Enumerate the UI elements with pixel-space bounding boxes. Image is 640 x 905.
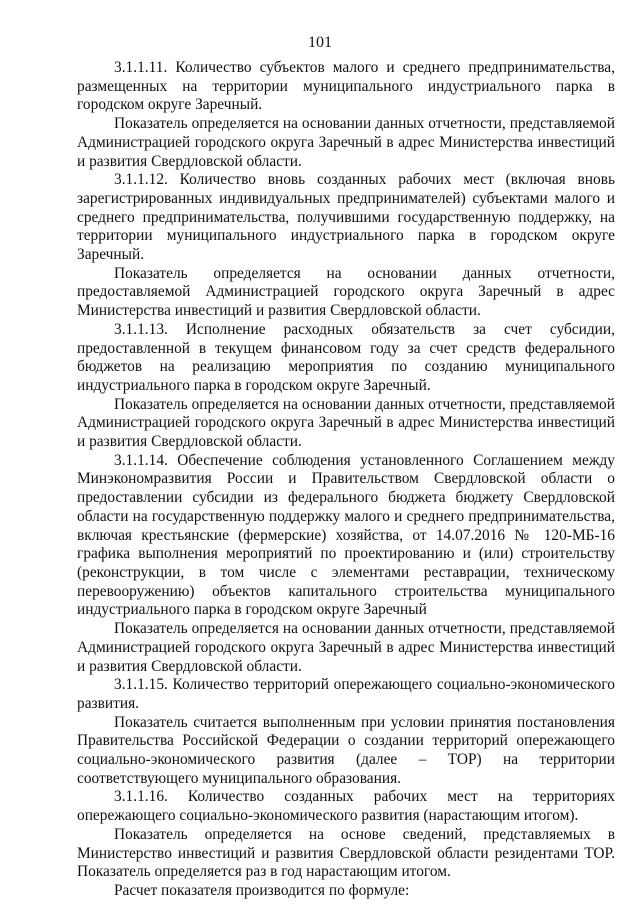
paragraph-3-1-1-16: 3.1.1.16. Количество созданных рабочих мест на территориях опережающего социально-экономического развития (нарастающим итогом). bbox=[77, 788, 615, 825]
paragraph-3-1-1-11: 3.1.1.11. Количество субъектов малого и среднего предпринимательства, размещенных на территории муниципального индустриального парка в городском округе Заречный. bbox=[77, 59, 615, 114]
page-number: 101 bbox=[308, 34, 332, 51]
paragraph-formula-intro: Расчет показателя производится по формуле: bbox=[114, 881, 410, 899]
paragraph-indicator-source: Показатель определяется на основании данных отчетности, представляемой Администрацией городского округа Заречный в адрес Министерства инвестиций и развития Свердловской области. bbox=[77, 620, 615, 675]
paragraph-indicator-source: Показатель определяется на основании данных отчетности, предоставляемой Администрацией городского округа Заречный в адрес Министерства инвестиций и развития Свердловской области. bbox=[77, 264, 615, 320]
paragraph-indicator-source: Показатель определяется на основании данных отчетности, представляемой Администрацией городского округа Заречный в адрес Министерства инвестиций и развития Свердловской области. bbox=[77, 395, 615, 451]
document-body bbox=[77, 59, 615, 901]
paragraph-indicator-condition: Показатель считается выполненным при условии принятия постановления Правительства Российской Федерации о создании территорий опережающего социально-экономического развития (далее – ТОР) на территории соответствующего муниципального образования. bbox=[77, 713, 615, 787]
paragraph-3-1-1-15: 3.1.1.15. Количество территорий опережающего социально-экономического развития. bbox=[77, 676, 615, 712]
paragraph-3-1-1-12: 3.1.1.12. Количество вновь созданных рабочих мест (включая вновь зарегистрированных индивидуальных предпринимателей) субъектами малого и среднего предпринимательства, получившими государственную поддержку, на территории муниципального индустриального парка в городском округе Заречный. bbox=[77, 171, 615, 264]
paragraph-indicator-source: Показатель определяется на основе сведений, представляемых в Министерство инвестиций и развития Свердловской области резидентами ТОР. Показатель определяется раз в год нарастающим итогом. bbox=[77, 825, 615, 881]
paragraph-indicator-source: Показатель определяется на основании данных отчетности, представляемой Администрацией городского округа Заречный в адрес Министерства инвестиций и развития Свердловской области. bbox=[77, 115, 615, 170]
paragraph-3-1-1-13: 3.1.1.13. Исполнение расходных обязательств за счет субсидии, предоставленной в текущем финансовом году за счет средств федерального бюджетов на реализацию мероприятия по созданию муниципального индустриального парка в городском округе Заречный. bbox=[77, 320, 615, 394]
paragraph-3-1-1-14: 3.1.1.14. Обеспечение соблюдения установленного Соглашением между Минэкономразвития России и Правительством Свердловской области о предоставлении субсидии из федерального бюджета бюджету Свердловской области на государственную поддержку малого и среднего предпринимательства, включая крестьянские (фермерские) хозяйства, от 14.07.2016 № 120-МБ-16 графика выполнения мероприятий по проектированию и (или) строительству (реконструкции, в том числе с элементами реставрации, техническому перевооружению) объектов капитального строительства муниципального индустриального парка в городском округе Заречный bbox=[77, 451, 615, 619]
